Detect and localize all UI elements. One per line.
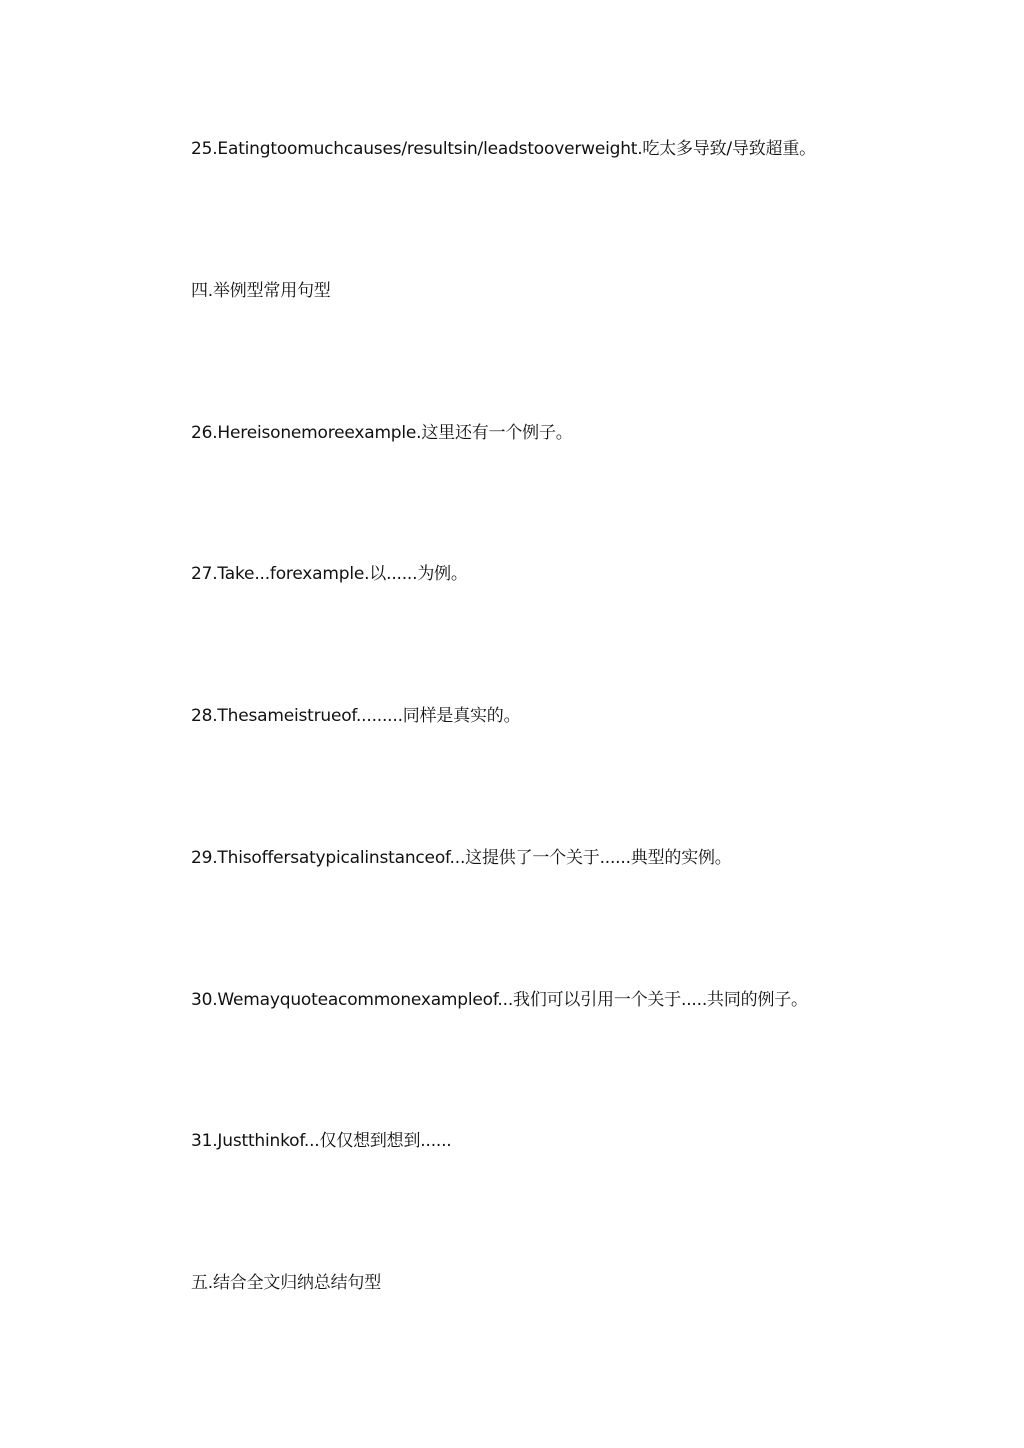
sentence-29: 29.Thisoffersatypicalinstanceof...这提供了一个关于......典型的实例。 bbox=[191, 848, 732, 868]
sentence-27: 27.Take...forexample.以......为例。 bbox=[191, 564, 468, 584]
sentence-30: 30.Wemayquoteacommonexampleof...我们可以引用一个关于.....共同的例子。 bbox=[191, 990, 808, 1010]
section-5-heading: 五.结合全文归纳总结句型 bbox=[191, 1273, 382, 1293]
sentence-31: 31.Justthinkof...仅仅想到想到...... bbox=[191, 1131, 452, 1151]
sentence-25: 25.Eatingtoomuchcauses/resultsin/leadstooverweight.吃太多导致/导致超重。 bbox=[191, 139, 816, 159]
sentence-26: 26.Hereisonemoreexample.这里还有一个例子。 bbox=[191, 423, 573, 443]
sentence-28: 28.Thesameistrueof.........同样是真实的。 bbox=[191, 706, 521, 726]
section-4-heading: 四.举例型常用句型 bbox=[191, 281, 331, 301]
